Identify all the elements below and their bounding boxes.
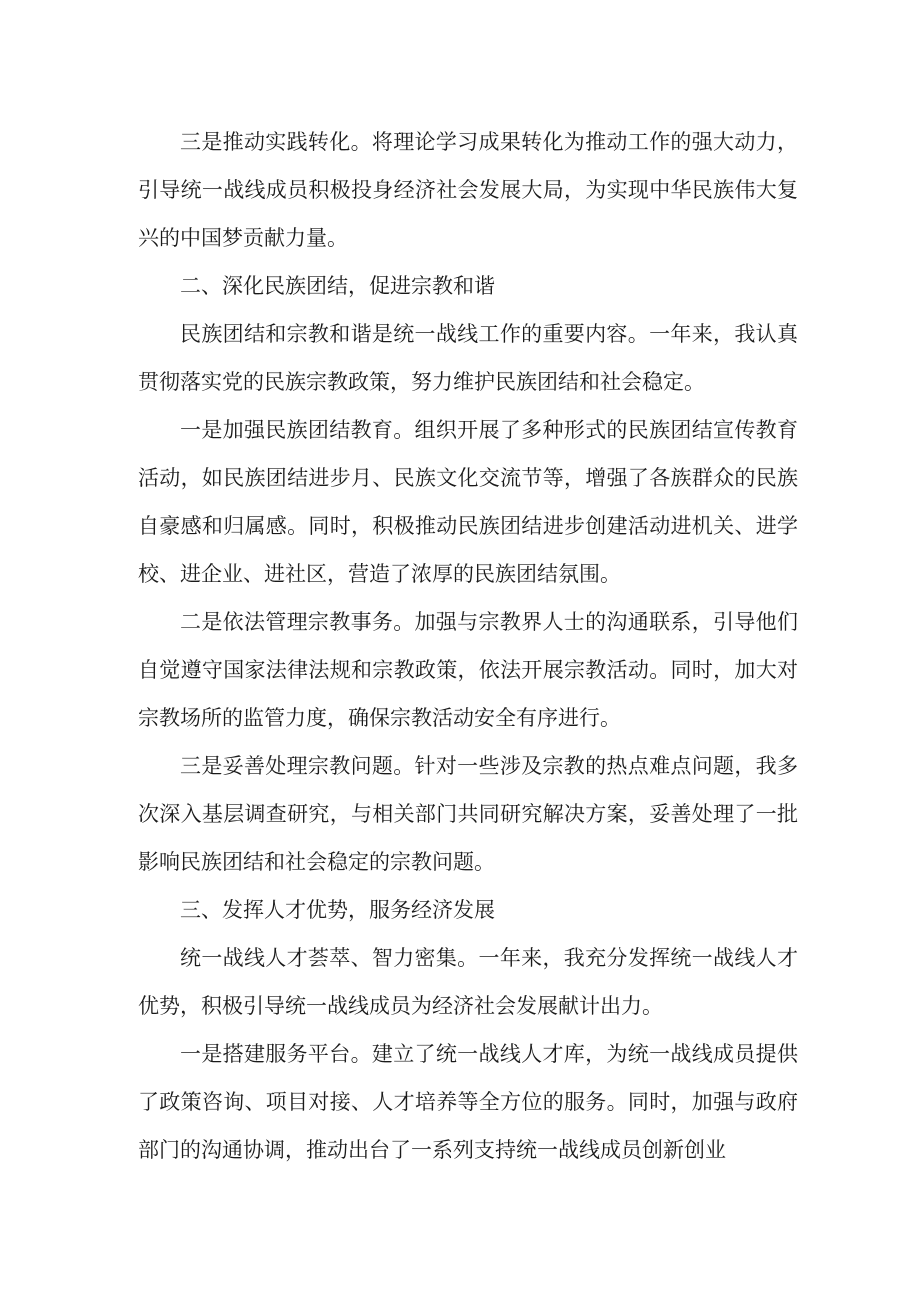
document-body bbox=[138, 118, 798, 1174]
paragraph-service-platform: 一是搭建服务平台。建立了统一战线人才库，为统一战线成员提供了政策咨询、项目对接、人才培养等全方位的服务。同时，加强与政府部门的沟通协调，推动出台了一系列支持统一战线成员创新创业 bbox=[138, 1042, 798, 1162]
paragraph-talent-intro: 统一战线人才荟萃、智力密集。一年来，我充分发挥统一战线人才优势，积极引导统一战线成员为经济社会发展献计出力。 bbox=[138, 946, 798, 1018]
paragraph-ethnic-unity-education: 一是加强民族团结教育。组织开展了多种形式的民族团结宣传教育活动，如民族团结进步月、民族文化交流节等，增强了各族群众的民族自豪感和归属感。同时，积极推动民族团结进步创建活动进机关、进学校、进企业、进社区，营造了浓厚的民族团结氛围。 bbox=[138, 418, 798, 586]
section-heading-talent-advantage: 三、发挥人才优势，服务经济发展 bbox=[180, 898, 495, 922]
paragraph-practice-transformation: 三是推动实践转化。将理论学习成果转化为推动工作的强大动力，引导统一战线成员积极投身经济社会发展大局，为实现中华民族伟大复兴的中国梦贡献力量。 bbox=[138, 130, 798, 250]
paragraph-ethnic-religious-intro: 民族团结和宗教和谐是统一战线工作的重要内容。一年来，我认真贯彻落实党的民族宗教政策，努力维护民族团结和社会稳定。 bbox=[138, 322, 798, 394]
section-heading-ethnic-unity: 二、深化民族团结，促进宗教和谐 bbox=[180, 274, 495, 298]
paragraph-religious-issues-handling: 三是妥善处理宗教问题。针对一些涉及宗教的热点难点问题，我多次深入基层调查研究，与相关部门共同研究解决方案，妥善处理了一批影响民族团结和社会稳定的宗教问题。 bbox=[138, 754, 798, 874]
paragraph-religious-affairs-management: 二是依法管理宗教事务。加强与宗教界人士的沟通联系，引导他们自觉遵守国家法律法规和宗教政策，依法开展宗教活动。同时，加大对宗教场所的监管力度，确保宗教活动安全有序进行。 bbox=[138, 610, 798, 730]
